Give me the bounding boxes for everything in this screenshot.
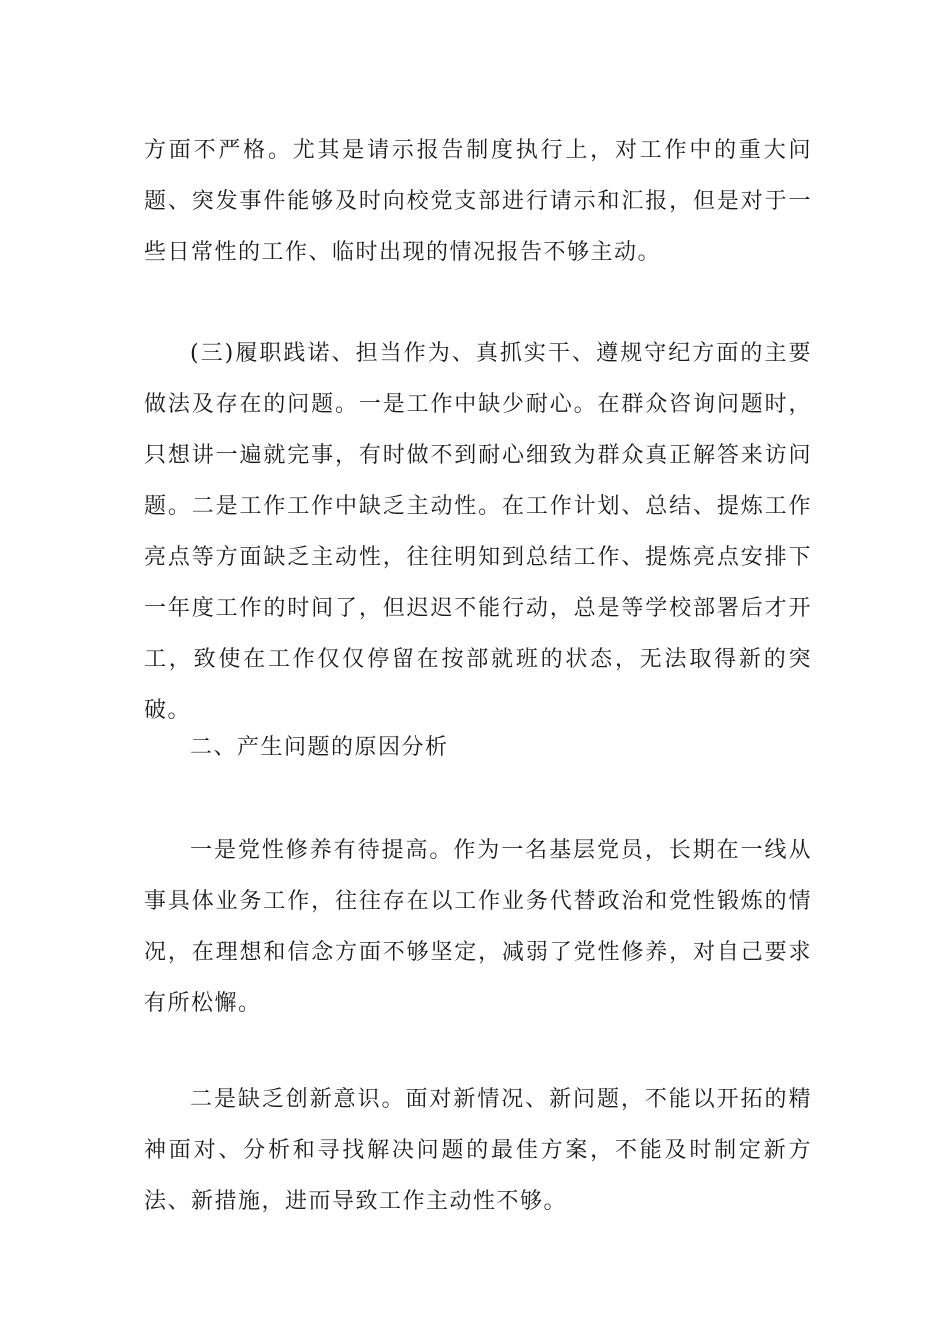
paragraph-continuation: 方面不严格。尤其是请示报告制度执行上，对工作中的重大问题、突发事件能够及时向校党支部进行请示和汇报，但是对于一些日常性的工作、临时出现的情况报告不够主动。 [144, 138, 812, 265]
paragraph-party-cultivation: 一是党性修养有待提高。作为一名基层党员，长期在一线从事具体业务工作，往往存在以工作业务代替政治和党性锻炼的情况，在理想和信念方面不够坚定，减弱了党性修养，对自己要求有所松懈。 [144, 838, 812, 1016]
paragraph-innovation: 二是缺乏创新意识。面对新情况、新问题，不能以开拓的精神面对、分析和寻找解决问题的最佳方案，不能及时制定新方法、新措施，进而导致工作主动性不够。 [144, 1087, 812, 1214]
section-heading-cause-analysis: 二、产生问题的原因分析 [190, 735, 449, 760]
paragraph-section-three: (三)履职践诺、担当作为、真抓实干、遵规守纪方面的主要做法及存在的问题。一是工作中缺少耐心。在群众咨询问题时，只想讲一遍就完事，有时做不到耐心细致为群众真正解答来访问题。二是工作工作中缺乏主动性。在工作计划、总结、提炼工作亮点等方面缺乏主动性，往往明知到总结工作、提炼亮点安排下一年度工作的时间了，但迟迟不能行动，总是等学校部署后才开工，致使在工作仅仅停留在按部就班的状态，无法取得新的突破。 [144, 341, 812, 723]
